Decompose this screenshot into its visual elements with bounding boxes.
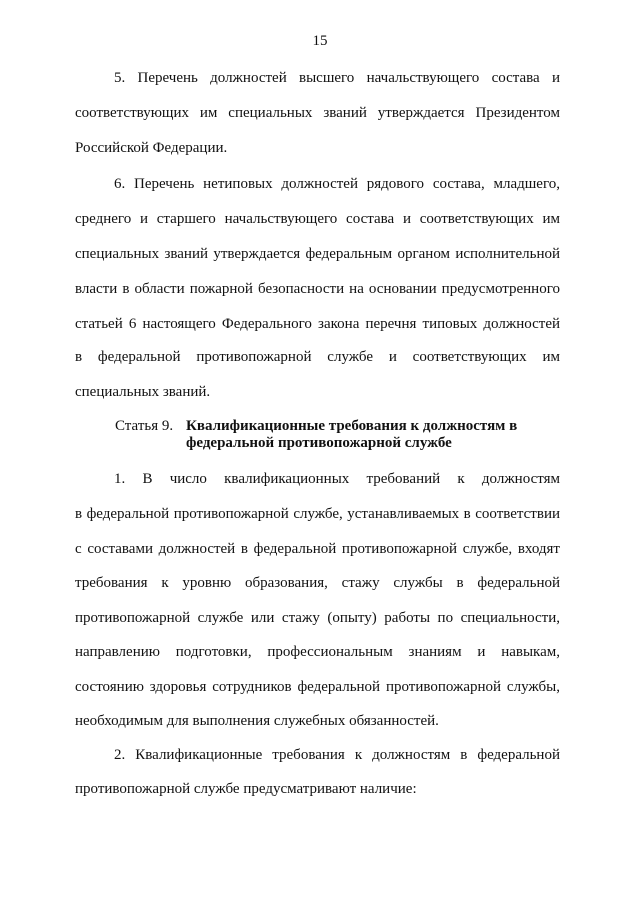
- paragraph-line: среднего и старшего начальствующего состава и соответствующих им: [75, 211, 560, 227]
- paragraph-line: 1. В число квалификационных требований к должностям: [114, 471, 560, 487]
- paragraph-line: специальных званий.: [75, 384, 211, 400]
- paragraph-line: в федеральной противопожарной службе, устанавливаемых в соответствии: [75, 506, 560, 522]
- paragraph-line: статьей 6 настоящего Федерального закона перечня типовых должностей: [75, 316, 560, 332]
- paragraph-line: противопожарной службе или стажу (опыту) работы по специальности,: [75, 610, 560, 626]
- article-title-line-1: Квалификационные требования к должностям в: [186, 418, 518, 434]
- paragraph-line: направлению подготовки, профессиональным знаниям и навыкам,: [75, 644, 560, 660]
- page-number: 15: [312, 33, 328, 49]
- paragraph-line: с составами должностей в федеральной противопожарной службе, входят: [75, 541, 560, 557]
- paragraph-line: в федеральной противопожарной службе и соответствующих им: [75, 349, 560, 365]
- paragraph-line: соответствующих им специальных званий утверждается Президентом: [75, 105, 560, 121]
- paragraph-line: требования к уровню образования, стажу службы в федеральной: [75, 575, 560, 591]
- paragraph-line: необходимым для выполнения служебных обязанностей.: [75, 713, 439, 729]
- paragraph-line: специальных званий утверждается федеральным органом исполнительной: [75, 246, 560, 262]
- paragraph-line: Российской Федерации.: [75, 140, 228, 156]
- paragraph-line: состоянию здоровья сотрудников федеральной противопожарной службы,: [75, 679, 560, 695]
- paragraph-line: 2. Квалификационные требования к должностям в федеральной: [114, 747, 560, 763]
- paragraph-line: власти в области пожарной безопасности на основании предусмотренного: [75, 281, 560, 297]
- article-label: Статья 9.: [115, 418, 174, 434]
- article-title-line-2: федеральной противопожарной службе: [186, 435, 452, 451]
- paragraph-line: 6. Перечень нетиповых должностей рядового состава, младшего,: [114, 176, 560, 192]
- paragraph-line: противопожарной службе предусматривают наличие:: [75, 781, 417, 797]
- paragraph-line: 5. Перечень должностей высшего начальствующего состава и: [114, 70, 560, 86]
